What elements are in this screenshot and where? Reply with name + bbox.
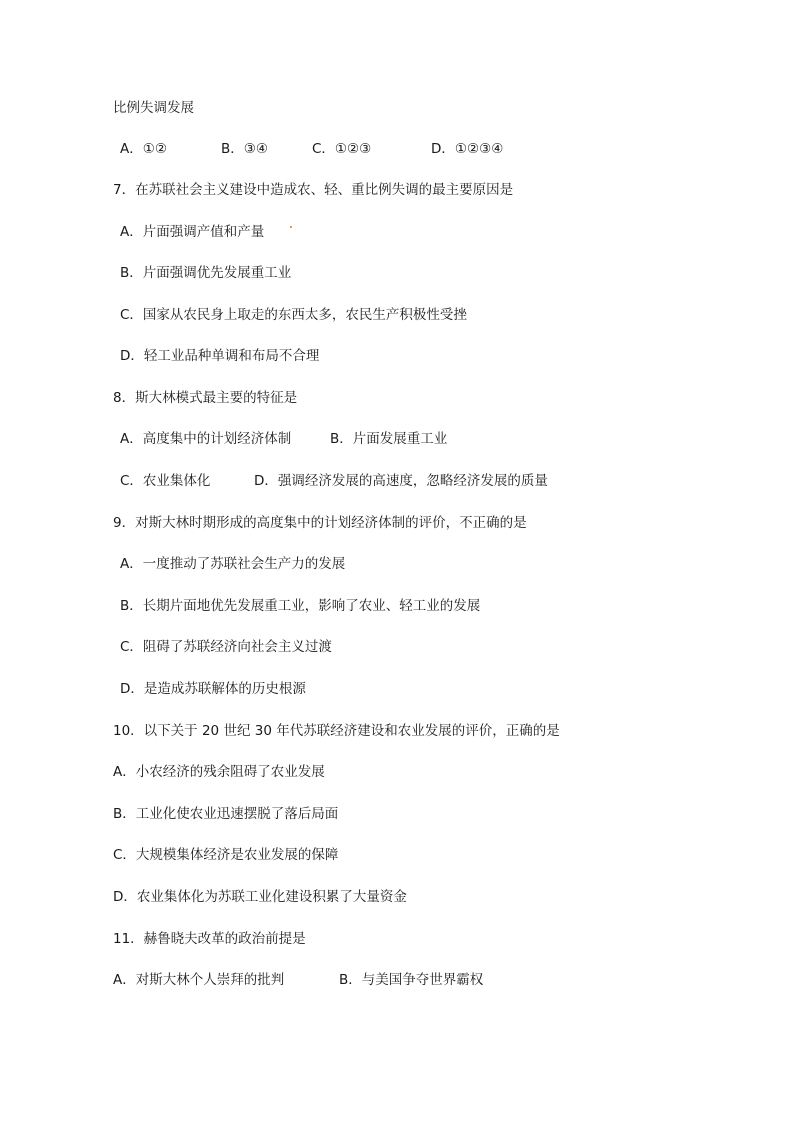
question-11: 11．赫鲁晓夫改革的政治前提是 xyxy=(113,931,306,947)
question-9-option-c: C．阻碍了苏联经济向社会主义过渡 xyxy=(120,639,332,655)
option-a: A．对斯大林个人崇拜的批判 xyxy=(113,972,285,988)
question-11-options-ab xyxy=(113,971,484,1025)
question-7-option-a: A．片面强调产值和产量 xyxy=(120,224,265,240)
option-b: B．③④ xyxy=(221,141,268,157)
option-c: C．①②③ xyxy=(312,141,372,157)
question-10-option-b: B．工业化使农业迅速摆脱了落后局面 xyxy=(113,806,339,822)
text-line-fragment: 比例失调发展 xyxy=(113,100,194,116)
question-9-option-d: D．是造成苏联解体的历史根源 xyxy=(120,681,306,697)
option-b: B．与美国争夺世界霸权 xyxy=(339,972,484,988)
question-8: 8．斯大林模式最主要的特征是 xyxy=(113,390,298,406)
option-b: B．片面发展重工业 xyxy=(330,431,448,447)
question-10-option-a: A．小农经济的残余阻碍了农业发展 xyxy=(113,764,325,780)
question-7: 7．在苏联社会主义建设中造成农、轻、重比例失调的最主要原因是 xyxy=(113,182,514,198)
stray-dot-mark xyxy=(290,226,292,228)
question-9-option-b: B．长期片面地优先发展重工业，影响了农业、轻工业的发展 xyxy=(120,598,481,614)
question-9-option-a: A．一度推动了苏联社会生产力的发展 xyxy=(120,556,346,572)
question-7-option-d: D．轻工业品种单调和布局不合理 xyxy=(120,348,320,364)
question-7-option-c: C．国家从农民身上取走的东西太多，农民生产积极性受挫 xyxy=(120,307,467,323)
question-10-option-c: C．大规模集体经济是农业发展的保障 xyxy=(113,847,339,863)
question-9: 9．对斯大林时期形成的高度集中的计划经济体制的评价，不正确的是 xyxy=(113,515,527,531)
option-d: D．强调经济发展的高速度，忽略经济发展的质量 xyxy=(254,473,548,489)
question-7-option-b: B．片面强调优先发展重工业 xyxy=(120,265,292,281)
question-10-option-d: D．农业集体化为苏联工业化建设积累了大量资金 xyxy=(113,889,407,905)
option-c: C．农业集体化 xyxy=(120,473,211,489)
option-d: D．①②③④ xyxy=(431,141,504,157)
option-a: A．高度集中的计划经济体制 xyxy=(120,431,292,447)
option-a: A．①② xyxy=(120,141,167,157)
question-10: 10．以下关于 20 世纪 30 年代苏联经济建设和农业发展的评价，正确的是 xyxy=(113,723,560,739)
